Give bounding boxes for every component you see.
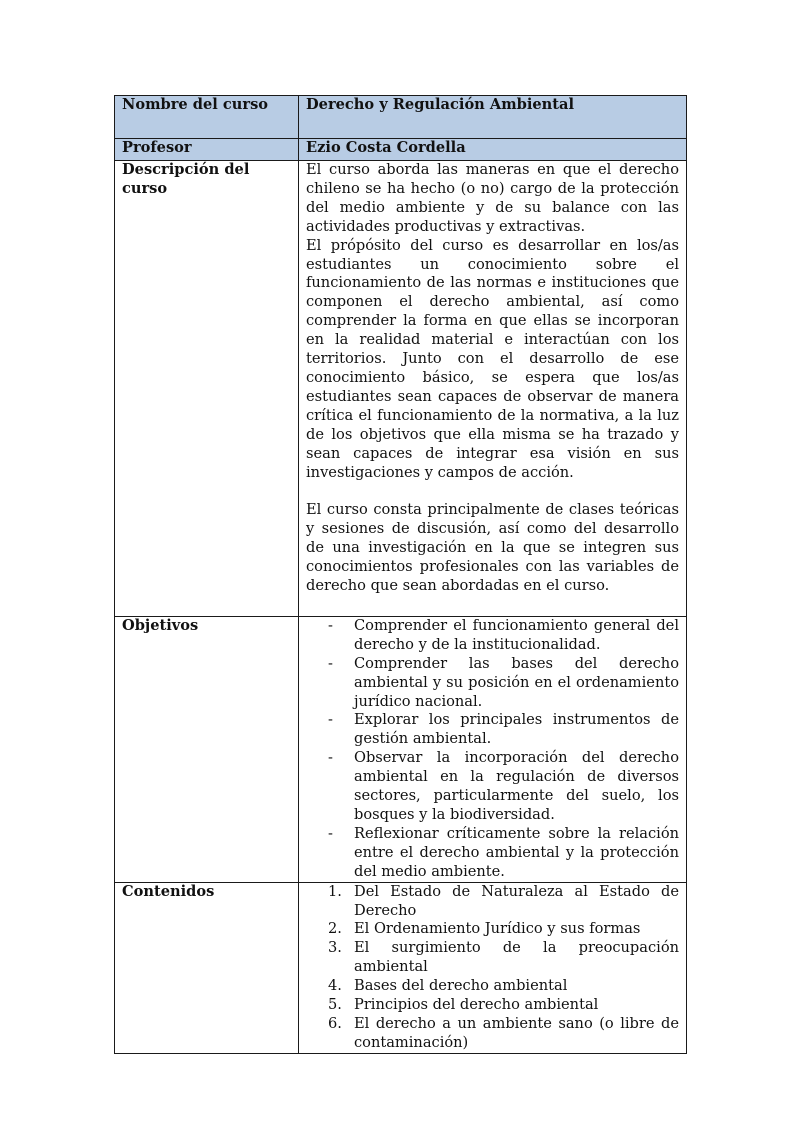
paragraph-spacer — [306, 482, 679, 501]
objective-item — [328, 749, 679, 825]
content-number: 2. — [328, 920, 342, 938]
description-paragraph: El curso consta principalmente de clases teóricas y sesiones de discusión, así como del desarrollo de una investigación en la que se integren sus conocimientos profesionales con las variables de derecho que sean abordadas en el curso. — [306, 501, 679, 595]
description-paragraph: El própósito del curso es desarrollar en los/as estudiantes un conocimiento sobre el funcionamiento de las normas e instituciones que componen el derecho ambiental, así como comprender la forma en que ellas se incorporan en la realidad material e interactúan con los territorios. Junto con el desarrollo de ese conocimiento básico, se espera que los/as estudiantes sean capaces de observar de manera crítica el funcionamiento de la normativa, a la luz de los objetivos que ella misma se ha trazado y sean capaces de integrar esa visión en sus investigaciones y campos de acción. — [306, 236, 679, 481]
content-text: Del Estado de Naturaleza al Estado de Derecho — [354, 882, 679, 919]
content-item — [328, 920, 679, 939]
dash-bullet: - — [328, 824, 333, 842]
objective-text: Reflexionar críticamente sobre la relación entre el derecho ambiental y la protección del medio ambiente. — [354, 824, 679, 880]
content-item — [328, 1014, 679, 1053]
professor-value: Ezio Costa Cordella — [299, 139, 687, 161]
content-number: 1. — [328, 882, 342, 900]
professor-row — [115, 139, 687, 161]
course-name-value: Derecho y Regulación Ambiental — [299, 96, 687, 139]
objective-text: Explorar los principales instrumentos de gestión ambiental. — [354, 711, 679, 748]
dash-bullet: - — [328, 654, 333, 672]
description-cell — [299, 161, 687, 617]
objective-item — [328, 824, 679, 882]
content-number: 4. — [328, 977, 342, 995]
content-number: 5. — [328, 996, 342, 1014]
contents-label: Contenidos — [115, 882, 299, 1053]
course-name-row — [115, 96, 687, 139]
contents-row — [115, 882, 687, 1053]
dash-bullet: - — [328, 711, 333, 729]
contents-list — [306, 883, 679, 1053]
content-item — [328, 882, 679, 921]
course-name-label: Nombre del curso — [115, 96, 299, 139]
description-paragraph: El curso aborda las maneras en que el derecho chileno se ha hecho (o no) cargo de la protección del medio ambiente y de su balance con las actividades productivas y extractivas. — [306, 161, 679, 235]
content-text: El derecho a un ambiente sano (o libre de contaminación) — [354, 1014, 679, 1051]
content-item — [328, 977, 679, 996]
objective-item — [328, 616, 679, 655]
content-number: 6. — [328, 1014, 342, 1032]
dash-bullet: - — [328, 616, 333, 634]
description-label: Descripción del curso — [115, 161, 299, 617]
objective-text: Comprender las bases del derecho ambiental y su posición en el ordenamiento jurídico nacional. — [354, 654, 679, 710]
content-number: 3. — [328, 939, 342, 957]
objective-text: Observar la incorporación del derecho ambiental en la regulación de diversos sectores, particularmente del suelo, los bosques y la biodiversidad. — [354, 749, 679, 823]
content-text: El Ordenamiento Jurídico y sus formas — [354, 920, 641, 938]
contents-cell — [299, 882, 687, 1053]
objective-text: Comprender el funcionamiento general del derecho y de la institucionalidad. — [354, 616, 679, 653]
content-text: Bases del derecho ambiental — [354, 977, 568, 995]
content-item — [328, 939, 679, 977]
objective-item — [328, 654, 679, 712]
objectives-list — [306, 617, 679, 882]
description-row — [115, 161, 687, 617]
content-text: El surgimiento de la preocupación ambiental — [354, 939, 679, 976]
objectives-label: Objetivos — [115, 616, 299, 882]
objectives-row — [115, 616, 687, 882]
content-item — [328, 996, 679, 1015]
objectives-cell — [299, 616, 687, 882]
objective-item — [328, 711, 679, 749]
content-text: Principios del derecho ambiental — [354, 996, 599, 1014]
dash-bullet: - — [328, 749, 333, 767]
course-info-table — [114, 95, 687, 1054]
professor-label: Profesor — [115, 139, 299, 161]
